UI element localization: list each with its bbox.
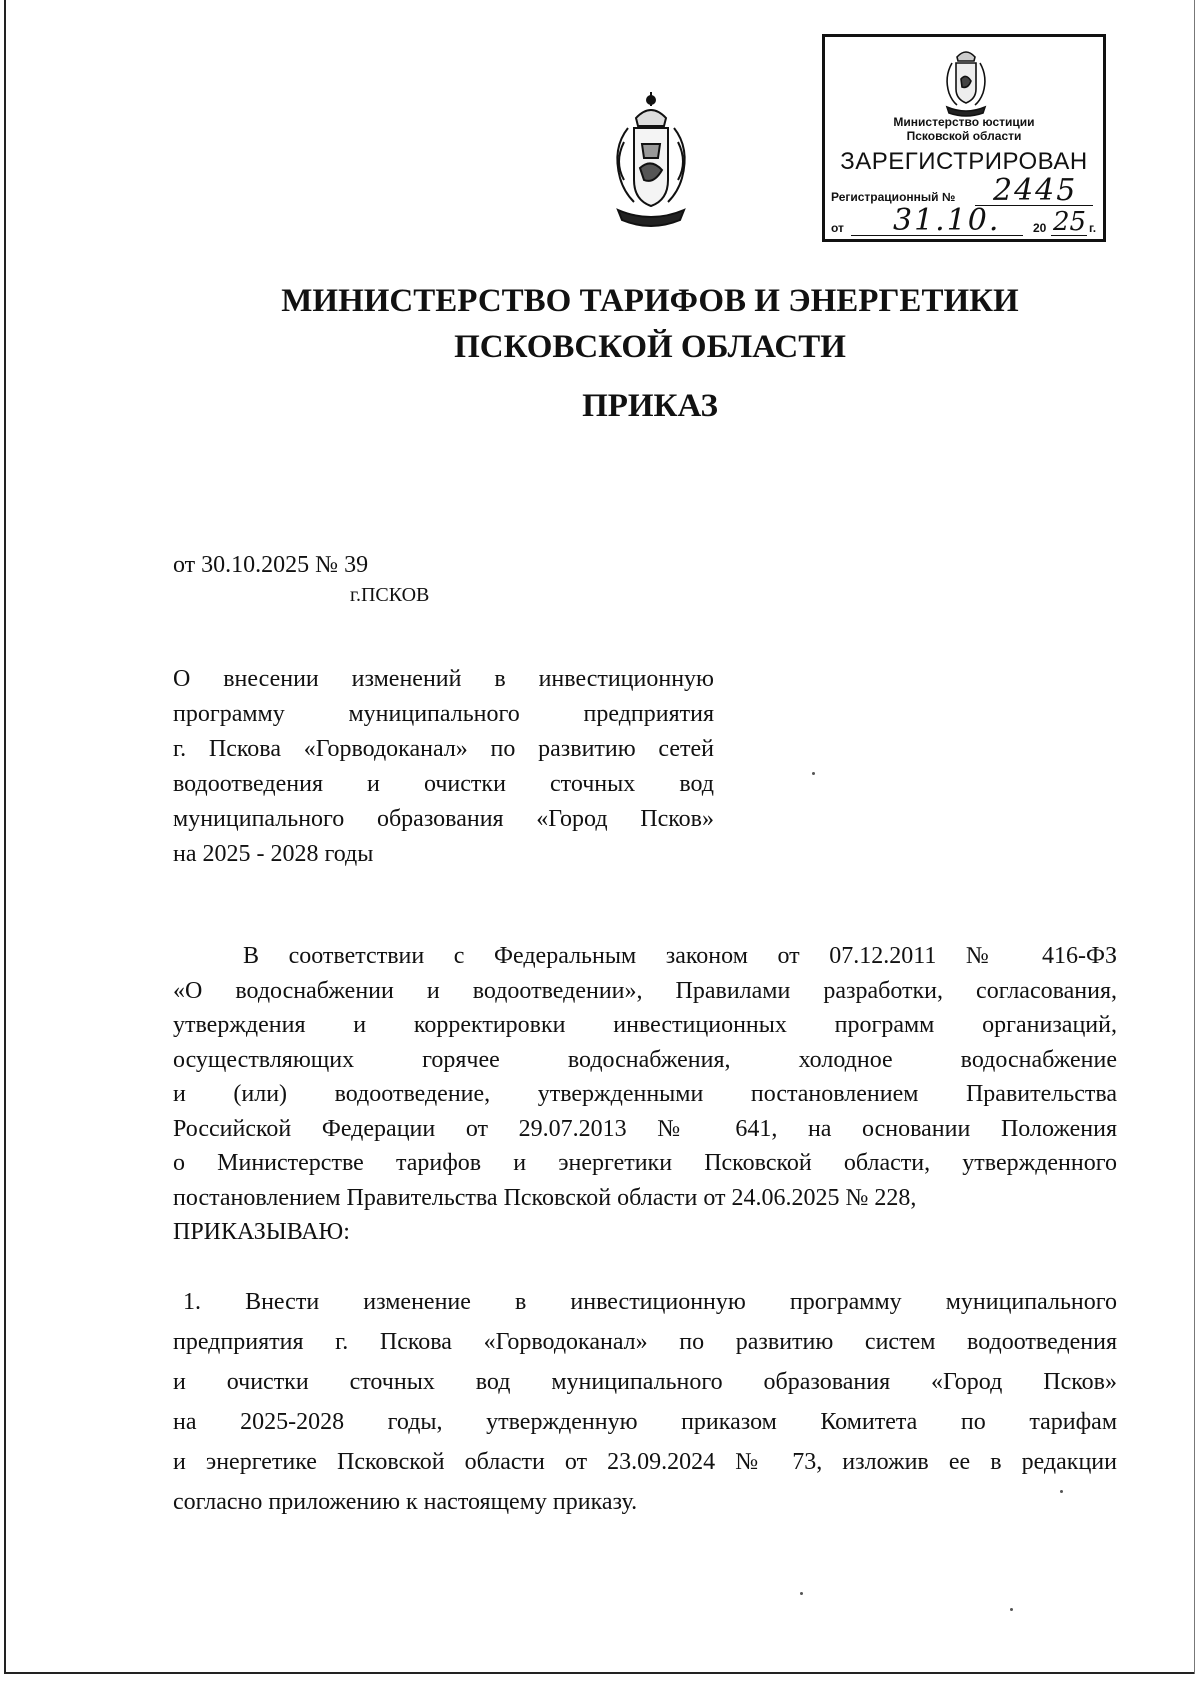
preamble-line: и (или) водоотведение, утвержденными постановлением Правительства	[173, 1081, 1117, 1107]
subject-line: водоотведения и очистки сточных вод	[173, 771, 714, 797]
scan-speck	[1010, 1608, 1013, 1611]
coat-of-arms-icon	[598, 88, 704, 238]
stamp-region: Псковской области	[906, 129, 1022, 143]
stamp-coat-of-arms-icon	[939, 43, 993, 117]
page-border-bottom	[4, 1672, 1194, 1674]
item-line: на 2025-2028 годы, утвержденную приказом Комитета по тарифам	[173, 1409, 1117, 1435]
item-line: согласно приложению к настоящему приказу.	[173, 1489, 638, 1515]
item-line: и энергетике Псковской области от 23.09.2024 № 73, изложив ее в редакции	[173, 1449, 1117, 1475]
stamp-regno-value: 2445	[993, 173, 1078, 208]
preamble-line: Российской Федерации от 29.07.2013 № 641, на основании Положения	[173, 1115, 1117, 1142]
subject-line: муниципального образования «Город Псков»	[173, 806, 714, 832]
document-subject	[173, 662, 714, 872]
stamp-date-value: 31.10.	[893, 203, 1001, 238]
preamble-line: постановлением Правительства Псковской области от 24.06.2025 № 228,	[173, 1184, 917, 1211]
preamble-line: осуществляющих горячее водоснабжения, холодное водоснабжение	[173, 1046, 1117, 1073]
stamp-date-label: от	[831, 221, 844, 235]
document-type: ПРИКАЗ	[582, 388, 718, 424]
preamble-line: утверждения и корректировки инвестиционных программ организаций,	[173, 1012, 1117, 1038]
item-line: предприятия г. Пскова «Горводоканал» по развитию систем водоотведения	[173, 1329, 1117, 1355]
subject-line: О внесении изменений в инвестиционную	[173, 666, 714, 692]
scan-speck	[800, 1592, 803, 1595]
document-preamble	[173, 939, 1117, 1250]
stamp-year-suffix: г.	[1089, 221, 1097, 235]
preamble-line: «О водоснабжении и водоотведении», Правилами разработки, согласования,	[173, 977, 1117, 1004]
ministry-title	[200, 278, 1100, 370]
document-date-number: от 30.10.2025 № 39	[173, 552, 369, 578]
subject-line: программу муниципального предприятия	[173, 701, 714, 727]
preamble-line: о Министерстве тарифов и энергетики Псковской области, утвержденного	[173, 1150, 1117, 1176]
stamp-year-prefix: 20	[1033, 221, 1047, 235]
page-border-right	[1194, 0, 1195, 1674]
item-line: 1. Внести изменение в инвестиционную программу муниципального	[183, 1289, 1117, 1315]
ministry-title-line-1: МИНИСТЕРСТВО ТАРИФОВ И ЭНЕРГЕТИКИ	[281, 283, 1019, 319]
scan-speck	[812, 772, 815, 775]
subject-line: на 2025 - 2028 годы	[173, 841, 374, 867]
page-border-left	[4, 0, 6, 1672]
scan-speck	[1060, 1490, 1063, 1493]
stamp-regno-label: Регистрационный №	[831, 190, 956, 204]
stamp-ministry: Министерство юстиции	[893, 115, 1035, 129]
order-item-1	[173, 1282, 1117, 1522]
order-keyword: ПРИКАЗЫВАЮ:	[173, 1219, 350, 1245]
stamp-year-value: 25	[1053, 207, 1087, 237]
document-place: г.ПСКОВ	[350, 584, 430, 606]
preamble-line: В соответствии с Федеральным законом от 07.12.2011 № 416-ФЗ	[243, 943, 1117, 969]
item-line: и очистки сточных вод муниципального образования «Город Псков»	[173, 1369, 1117, 1395]
stamp-status: ЗАРЕГИСТРИРОВАН	[840, 148, 1088, 175]
ministry-title-line-2: ПСКОВСКОЙ ОБЛАСТИ	[454, 329, 846, 365]
registration-stamp	[822, 34, 1106, 242]
subject-line: г. Пскова «Горводоканал» по развитию сетей	[173, 736, 714, 762]
